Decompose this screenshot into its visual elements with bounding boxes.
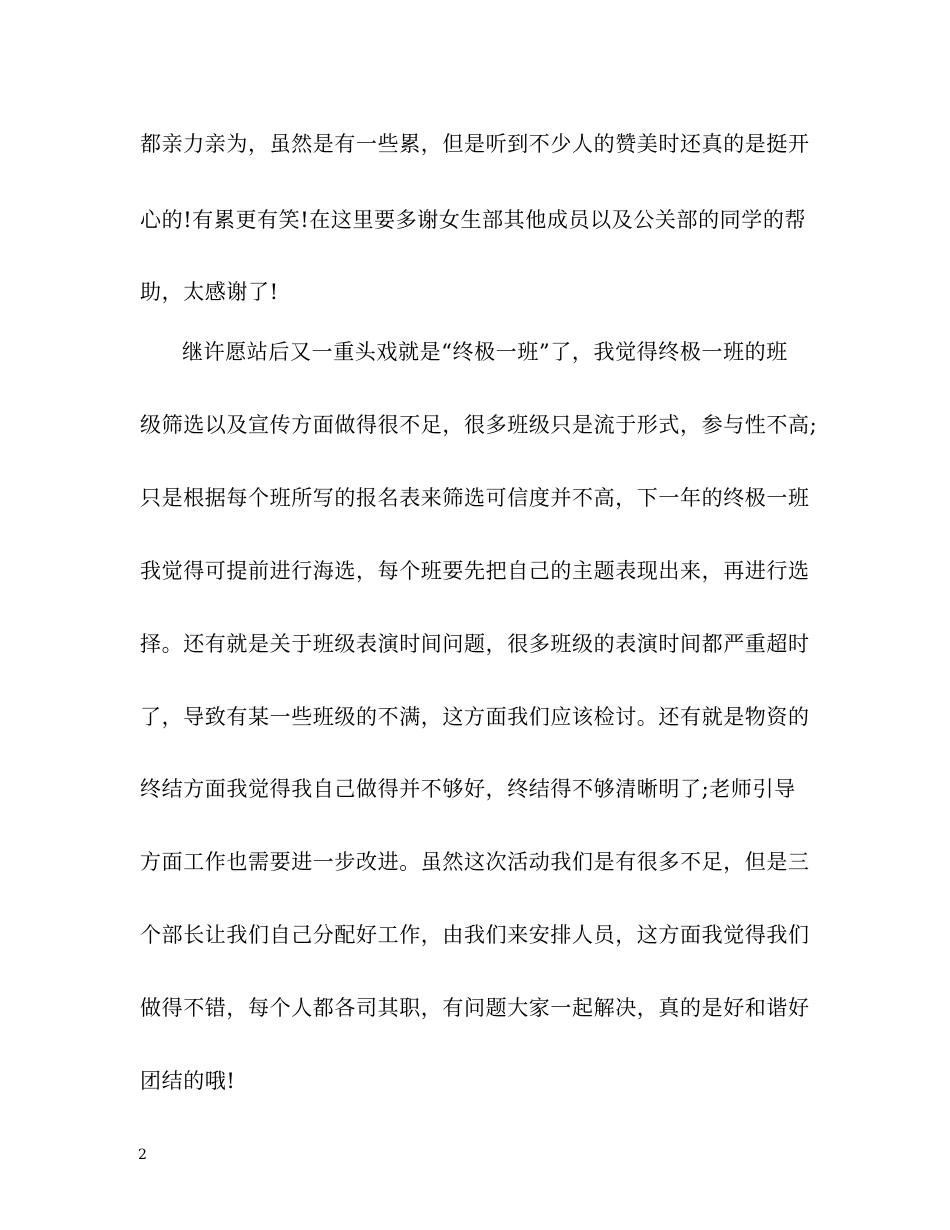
- text-line: 团结的哦!: [140, 1069, 236, 1093]
- text-line: 了，导致有某一些班级的不满，这方面我们应该检讨。还有就是物资的: [140, 705, 810, 729]
- text-line: 助，太感谢了!: [140, 280, 279, 304]
- page-number: 2: [138, 1147, 147, 1163]
- text-line: 我觉得可提前进行海选，每个班要先把自己的主题表现出来，再进行选: [140, 559, 810, 583]
- text-line: 终结方面我觉得我自己做得并不够好，终结得不够清晰明了;老师引导: [140, 777, 796, 801]
- text-line: 只是根据每个班所写的报名表来筛选可信度并不高，下一年的终极一班: [140, 486, 810, 510]
- text-line: 方面工作也需要进一步改进。虽然这次活动我们是有很多不足，但是三: [140, 850, 810, 874]
- text-line: 择。还有就是关于班级表演时间问题，很多班级的表演时间都严重超时: [140, 632, 810, 656]
- text-line: 做得不错，每个人都各司其职，有问题大家一起解决，真的是好和谐好: [140, 996, 810, 1020]
- text-line: 级筛选以及宣传方面做得很不足，很多班级只是流于形式，参与性不高;: [140, 413, 818, 437]
- text-line: 心的!有累更有笑!在这里要多谢女生部其他成员以及公关部的同学的帮: [140, 208, 807, 232]
- paragraph-first-line: 继许愿站后又一重头戏就是“终极一班”了，我觉得终极一班的班: [182, 340, 788, 364]
- text-line: 都亲力亲为，虽然是有一些累，但是听到不少人的赞美时还真的是挺开: [140, 132, 810, 156]
- text-line: 个部长让我们自己分配好工作，由我们来安排人员，这方面我觉得我们: [140, 923, 810, 947]
